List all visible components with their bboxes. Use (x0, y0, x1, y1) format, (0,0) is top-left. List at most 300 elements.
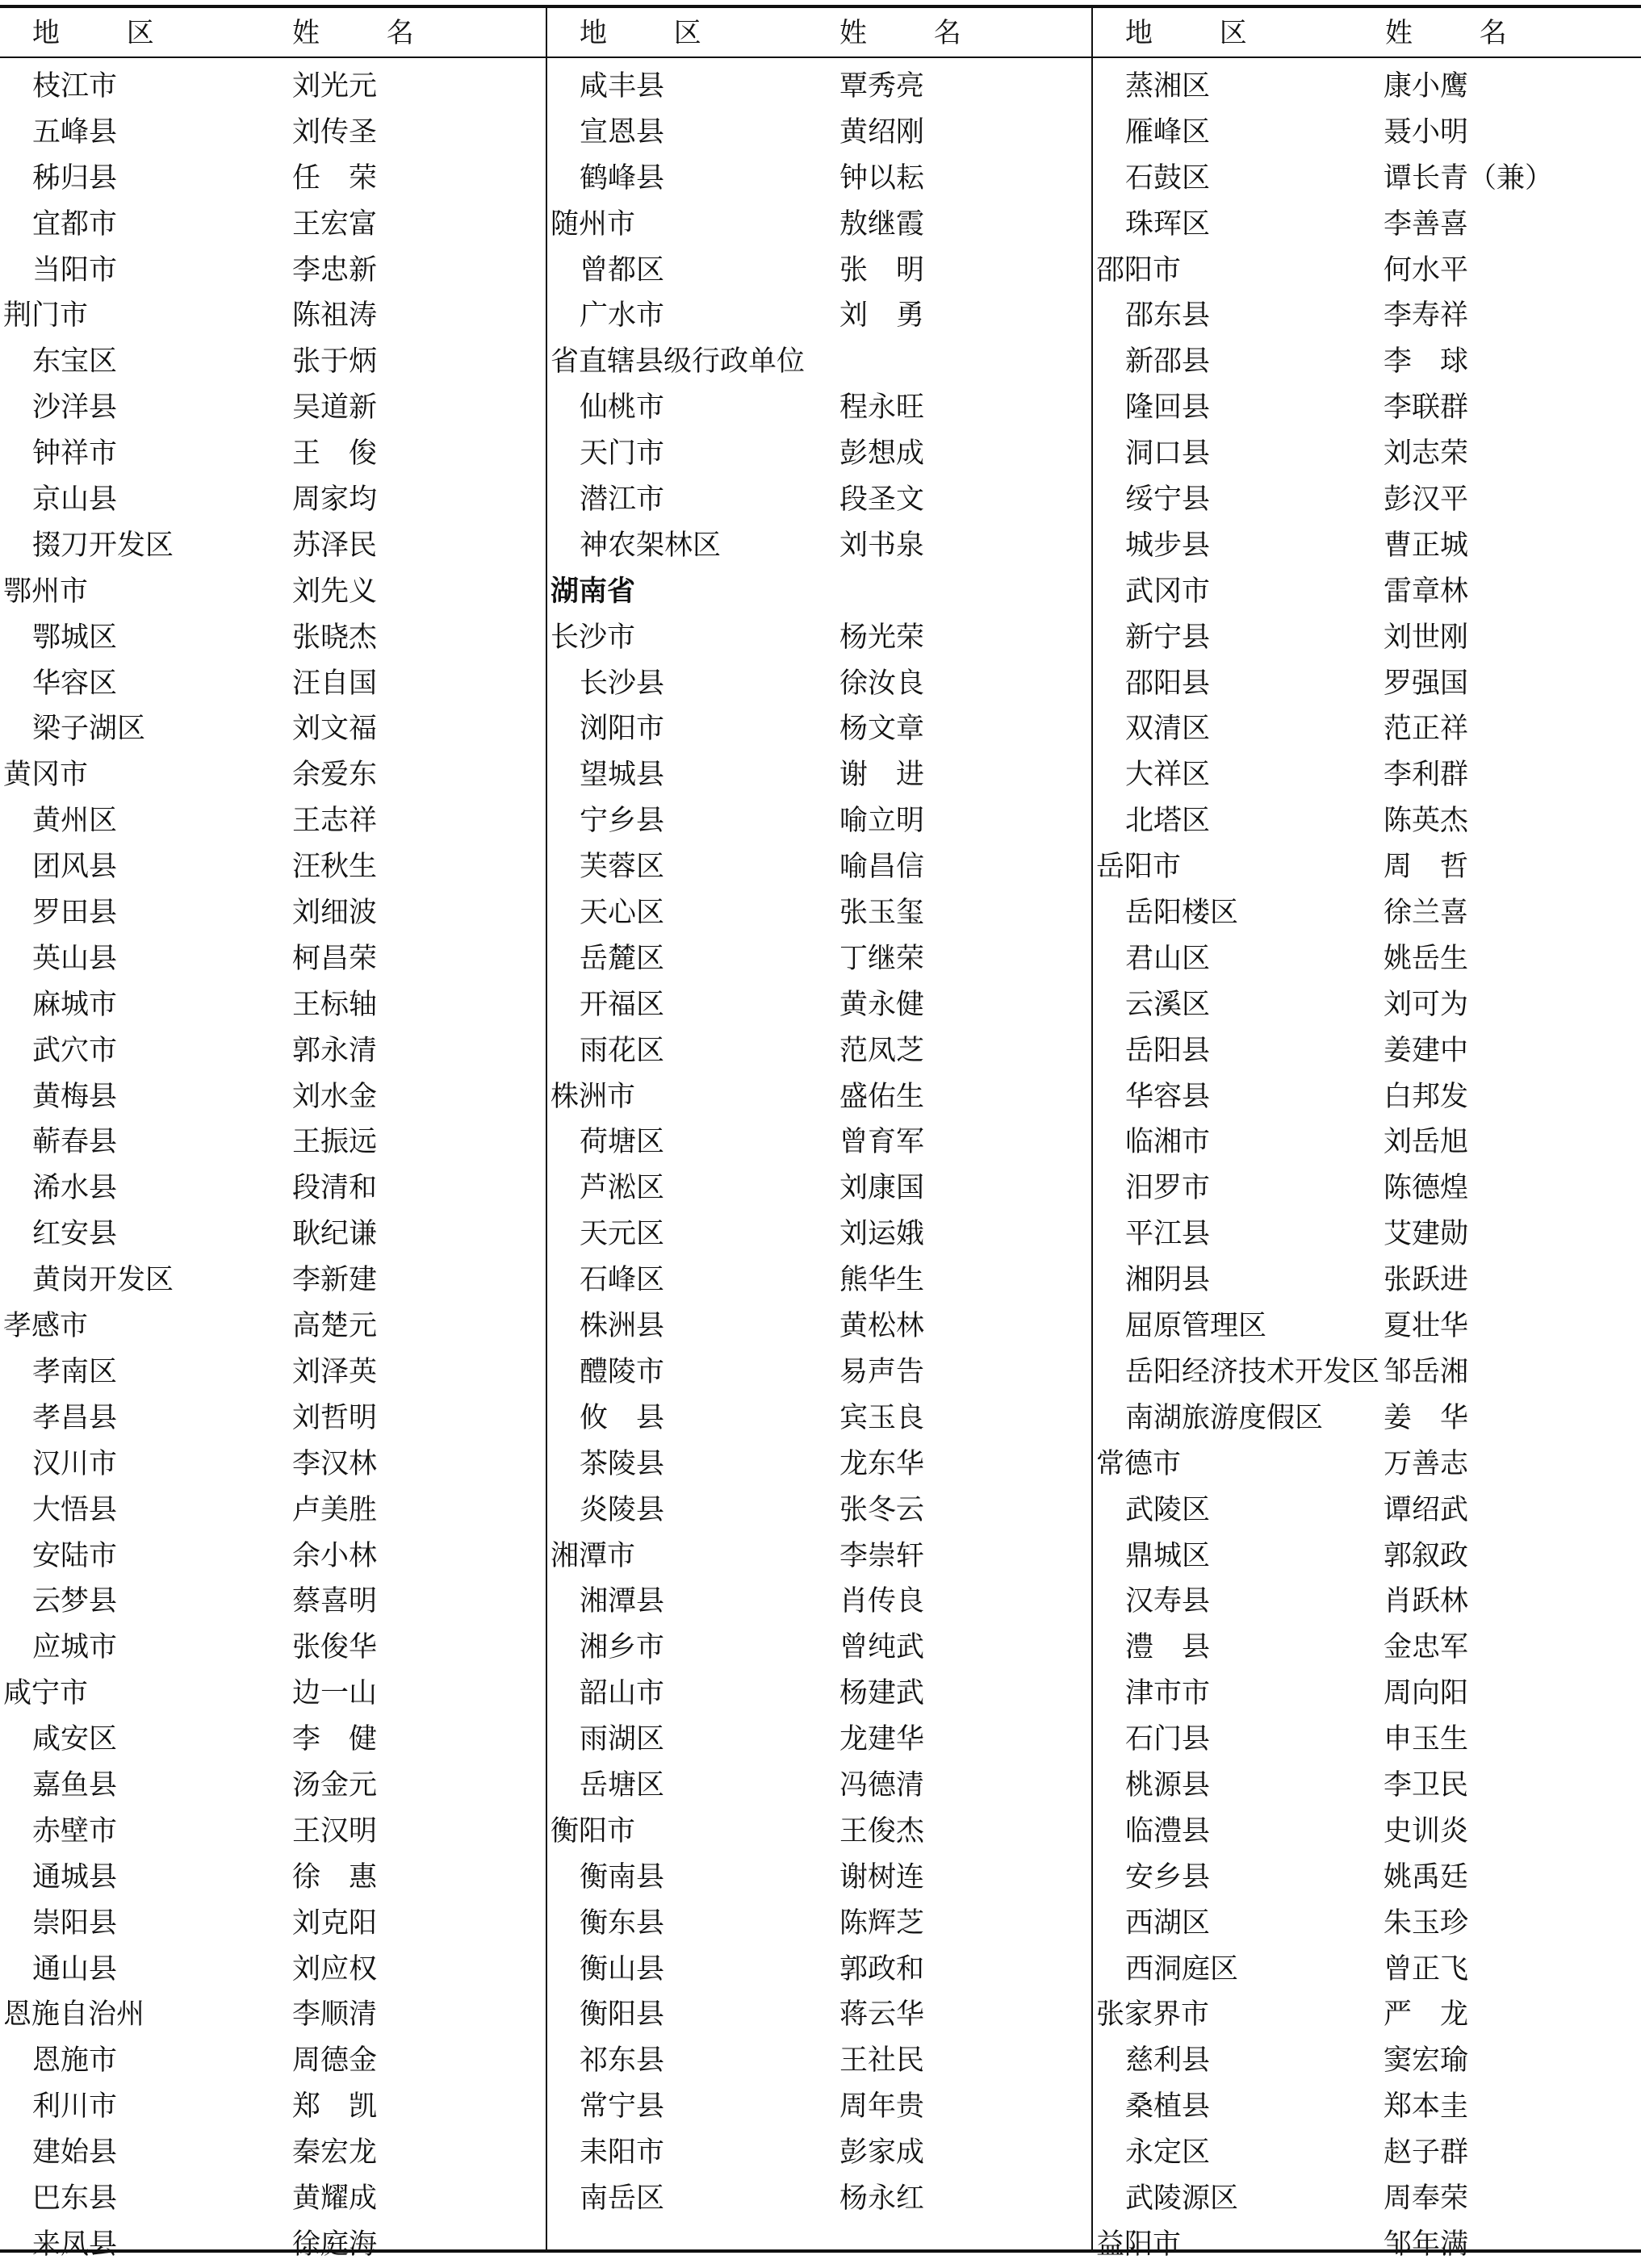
table-row (0, 2222, 546, 2268)
name-cell: 段圣文 (839, 483, 925, 517)
name-cell: 周德金 (292, 2044, 378, 2078)
name-cell: 徐兰喜 (1384, 897, 1469, 930)
region-cell: 雨湖区 (580, 1723, 665, 1756)
region-cell: 岳阳市 (1096, 851, 1182, 884)
name-cell: 盛佑生 (839, 1080, 925, 1113)
name-cell: 姚禹廷 (1384, 1860, 1469, 1893)
name-cell: 苏泽民 (292, 529, 378, 562)
region-cell: 大祥区 (1125, 759, 1211, 792)
table-row (0, 431, 546, 477)
table-row (1093, 1763, 1641, 1809)
table-row (0, 1717, 546, 1763)
table-row (547, 1855, 1091, 1901)
region-cell: 孝昌县 (32, 1401, 118, 1434)
region-cell: 京山县 (32, 483, 118, 517)
name-cell: 王 俊 (292, 437, 378, 471)
header-name: 姓 名 (1385, 17, 1536, 49)
table-row (547, 1350, 1091, 1396)
region-cell: 祁东县 (580, 2044, 665, 2078)
name-cell: 刘可为 (1384, 988, 1469, 1021)
table-row (1093, 1809, 1641, 1855)
table-row (547, 1763, 1091, 1809)
name-cell: 彭想成 (839, 437, 925, 471)
region-cell: 邵阳市 (1096, 253, 1182, 287)
table-row (0, 1579, 546, 1625)
name-cell: 高楚元 (292, 1310, 378, 1343)
table-row (1093, 1488, 1641, 1534)
name-cell: 刘书泉 (839, 529, 925, 562)
table-row (0, 1028, 546, 1074)
name-cell: 黄耀成 (292, 2182, 378, 2215)
region-cell: 汉寿县 (1125, 1585, 1211, 1618)
region-cell: 永定区 (1125, 2136, 1211, 2170)
name-cell: 刘世刚 (1384, 621, 1469, 654)
name-cell: 康小鹰 (1384, 70, 1469, 103)
table-row (547, 1211, 1091, 1257)
region-cell: 应城市 (32, 1631, 118, 1664)
region-cell: 当阳市 (32, 253, 118, 287)
table-row (1093, 339, 1641, 385)
region-cell: 雁峰区 (1125, 115, 1211, 149)
table-row (0, 1901, 546, 1947)
name-cell: 刘泽英 (292, 1355, 378, 1388)
name-cell: 边一山 (292, 1677, 378, 1710)
table-row (1093, 1901, 1641, 1947)
name-cell: 柯昌荣 (292, 942, 378, 975)
name-cell: 史训炎 (1384, 1814, 1469, 1847)
table-row (1093, 156, 1641, 202)
table-row (547, 1165, 1091, 1211)
region-cell: 天心区 (580, 897, 665, 930)
region-cell: 罗田县 (32, 897, 118, 930)
table-column-1 (0, 0, 546, 2261)
table-row (547, 156, 1091, 202)
name-cell: 黄绍刚 (839, 115, 925, 149)
region-cell: 西洞庭区 (1125, 1952, 1239, 1986)
table-row (0, 1625, 546, 1671)
table-column-2 (547, 0, 1091, 2252)
table-row (0, 156, 546, 202)
region-cell: 衡南县 (580, 1860, 665, 1893)
table-row (0, 1119, 546, 1165)
table-row (1093, 1211, 1641, 1257)
table-row (0, 1165, 546, 1211)
name-cell: 郭政和 (839, 1952, 925, 1986)
name-cell: 李寿祥 (1384, 299, 1469, 333)
region-cell: 澧 县 (1125, 1631, 1211, 1664)
name-cell: 汪自国 (292, 667, 378, 700)
table-row (1093, 1074, 1641, 1120)
region-cell: 湘乡市 (580, 1631, 665, 1664)
table-row (0, 890, 546, 936)
region-cell: 华容县 (1125, 1080, 1211, 1113)
region-cell: 黄州区 (32, 805, 118, 838)
name-cell: 雷章林 (1384, 575, 1469, 608)
table-column-3 (1093, 0, 1641, 2261)
name-cell: 邹年满 (1384, 2228, 1469, 2261)
name-cell: 谢树连 (839, 1860, 925, 1893)
region-cell: 临澧县 (1125, 1814, 1211, 1847)
table-row (547, 1534, 1091, 1580)
region-cell: 随州市 (550, 207, 636, 241)
table-row (0, 1763, 546, 1809)
header-region: 地 区 (1125, 17, 1276, 49)
name-cell: 李新建 (292, 1264, 378, 1297)
region-cell: 安乡县 (1125, 1860, 1211, 1893)
name-cell: 周 哲 (1384, 851, 1469, 884)
table-row (547, 982, 1091, 1028)
table-row (1093, 1671, 1641, 1717)
region-cell: 石峰区 (580, 1264, 665, 1297)
name-cell: 陈德煌 (1384, 1172, 1469, 1205)
table-row (0, 2130, 546, 2176)
table-row (1093, 64, 1641, 110)
table-row (0, 2176, 546, 2222)
region-cell: 慈利县 (1125, 2044, 1211, 2078)
region-cell: 麻城市 (32, 988, 118, 1021)
header-name: 姓 名 (839, 17, 990, 49)
row-list (547, 64, 1091, 2222)
table-row (547, 1303, 1091, 1350)
region-cell: 平江县 (1125, 1218, 1211, 1251)
name-cell: 易声告 (839, 1355, 925, 1388)
name-cell: 段清和 (292, 1172, 378, 1205)
region-cell: 城步县 (1125, 529, 1211, 562)
table-row (547, 523, 1091, 569)
table-row (0, 661, 546, 707)
table-row (0, 1671, 546, 1717)
region-cell: 荷塘区 (580, 1126, 665, 1159)
region-cell: 株洲县 (580, 1310, 665, 1343)
region-cell: 君山区 (1125, 942, 1211, 975)
name-cell: 张跃进 (1384, 1264, 1469, 1297)
name-cell: 刘光元 (292, 70, 378, 103)
region-cell: 湘潭市 (550, 1539, 636, 1572)
table-row (547, 1625, 1091, 1671)
name-cell: 夏壮华 (1384, 1310, 1469, 1343)
name-cell: 周向阳 (1384, 1677, 1469, 1710)
name-cell: 熊华生 (839, 1264, 925, 1297)
region-cell: 鹤峰县 (580, 161, 665, 195)
region-cell: 崇阳县 (32, 1906, 118, 1940)
region-cell: 浠水县 (32, 1172, 118, 1205)
region-cell: 五峰县 (32, 115, 118, 149)
name-cell: 周奉荣 (1384, 2182, 1469, 2215)
table-row (547, 1396, 1091, 1442)
name-cell: 陈祖涛 (292, 299, 378, 333)
table-row (0, 706, 546, 752)
table-row (0, 523, 546, 569)
table-row (547, 64, 1091, 110)
region-cell: 利川市 (32, 2090, 118, 2124)
table-row (547, 936, 1091, 982)
name-cell: 彭家成 (839, 2136, 925, 2170)
name-cell: 杨光荣 (839, 621, 925, 654)
region-cell: 鼎城区 (1125, 1539, 1211, 1572)
table-row (0, 477, 546, 523)
table-row (1093, 2176, 1641, 2222)
region-cell: 韶山市 (580, 1677, 665, 1710)
name-cell: 汤金元 (292, 1768, 378, 1801)
table-row (547, 293, 1091, 339)
region-cell: 黄梅县 (32, 1080, 118, 1113)
table-row (0, 1488, 546, 1534)
name-cell: 严 龙 (1384, 1998, 1469, 2032)
region-cell: 南岳区 (580, 2182, 665, 2215)
table-row (547, 1074, 1091, 1120)
table-row (0, 1809, 546, 1855)
table-row (0, 1350, 546, 1396)
table-row (1093, 1579, 1641, 1625)
table-row (0, 293, 546, 339)
name-cell: 李 健 (292, 1723, 378, 1756)
name-cell: 李卫民 (1384, 1768, 1469, 1801)
table-row (1093, 248, 1641, 294)
name-cell: 蔡喜明 (292, 1585, 378, 1618)
name-cell: 刘细波 (292, 897, 378, 930)
table-row (1093, 2222, 1641, 2268)
name-cell: 余爱东 (292, 759, 378, 792)
region-cell: 屈原管理区 (1125, 1310, 1267, 1343)
name-cell: 万善志 (1384, 1447, 1469, 1480)
region-cell: 岳塘区 (580, 1768, 665, 1801)
region-cell: 双清区 (1125, 713, 1211, 746)
row-list (1093, 64, 1641, 2268)
name-cell: 任 荣 (292, 161, 378, 195)
name-cell: 秦宏龙 (292, 2136, 378, 2170)
region-cell: 华容区 (32, 667, 118, 700)
region-cell: 赤壁市 (32, 1814, 118, 1847)
region-cell: 开福区 (580, 988, 665, 1021)
table-row (1093, 2130, 1641, 2176)
table-row (1093, 844, 1641, 890)
table-row (0, 1211, 546, 1257)
region-cell: 桃源县 (1125, 1768, 1211, 1801)
name-cell: 赵子群 (1384, 2136, 1469, 2170)
region-cell: 望城县 (580, 759, 665, 792)
table-row (1093, 1257, 1641, 1303)
name-cell: 冯德清 (839, 1768, 925, 1801)
name-cell: 肖跃林 (1384, 1585, 1469, 1618)
province-name: 湖南省 (550, 574, 636, 608)
region-cell: 恩施自治州 (3, 1998, 145, 2032)
name-cell: 余小林 (292, 1539, 378, 1572)
table-row (1093, 798, 1641, 844)
region-cell: 蕲春县 (32, 1126, 118, 1159)
region-cell: 茶陵县 (580, 1447, 665, 1480)
region-cell: 宜都市 (32, 207, 118, 241)
name-cell: 徐汝良 (839, 667, 925, 700)
region-cell: 广水市 (580, 299, 665, 333)
region-cell: 浏阳市 (580, 713, 665, 746)
name-cell: 李忠新 (292, 253, 378, 287)
region-cell: 掇刀开发区 (32, 529, 174, 562)
name-cell: 刘 勇 (839, 299, 925, 333)
name-cell: 刘岳旭 (1384, 1126, 1469, 1159)
name-cell: 刘水金 (292, 1080, 378, 1113)
name-cell: 杨文章 (839, 713, 925, 746)
region-cell: 新宁县 (1125, 621, 1211, 654)
region-cell: 梁子湖区 (32, 713, 146, 746)
table-row (547, 2176, 1091, 2222)
name-cell: 覃秀亮 (839, 70, 925, 103)
table-row (547, 2084, 1091, 2130)
region-cell: 来凤县 (32, 2228, 118, 2261)
table-row (0, 615, 546, 661)
region-cell: 咸安区 (32, 1723, 118, 1756)
region-cell: 石门县 (1125, 1723, 1211, 1756)
name-cell: 王志祥 (292, 805, 378, 838)
name-cell: 刘文福 (292, 713, 378, 746)
region-cell: 湘潭县 (580, 1585, 665, 1618)
region-cell: 炎陵县 (580, 1493, 665, 1526)
table-row (1093, 1119, 1641, 1165)
region-cell: 常宁县 (580, 2090, 665, 2124)
table-row (547, 1671, 1091, 1717)
table-row (0, 752, 546, 798)
table-row (547, 1028, 1091, 1074)
table-row (547, 1947, 1091, 1993)
name-cell: 范正祥 (1384, 713, 1469, 746)
table-row (1093, 523, 1641, 569)
table-row (547, 202, 1091, 248)
name-cell: 曾纯武 (839, 1631, 925, 1664)
table-row (547, 1809, 1091, 1855)
name-cell: 龙建华 (839, 1723, 925, 1756)
table-row (0, 1396, 546, 1442)
region-cell: 仙桃市 (580, 391, 665, 425)
table-row (1093, 1992, 1641, 2038)
region-cell: 衡阳县 (580, 1998, 665, 2032)
table-row (0, 982, 546, 1028)
name-cell: 谭长青（兼） (1384, 161, 1554, 195)
name-cell: 黄松林 (839, 1310, 925, 1343)
name-cell: 刘运娥 (839, 1218, 925, 1251)
region-cell: 汉川市 (32, 1447, 118, 1480)
region-cell: 黄岗开发区 (32, 1264, 174, 1297)
region-cell: 岳阳楼区 (1125, 897, 1239, 930)
region-cell: 团风县 (32, 851, 118, 884)
region-cell: 云梦县 (32, 1585, 118, 1618)
name-cell: 刘哲明 (292, 1401, 378, 1434)
region-cell: 通山县 (32, 1952, 118, 1986)
region-cell: 芦淞区 (580, 1172, 665, 1205)
table-row (547, 706, 1091, 752)
table-row (0, 1992, 546, 2038)
name-cell: 周年贵 (839, 2090, 925, 2124)
name-cell: 卢美胜 (292, 1493, 378, 1526)
region-cell: 雨花区 (580, 1034, 665, 1067)
region-cell: 荆门市 (3, 299, 89, 333)
table-row (1093, 1396, 1641, 1442)
region-cell: 鄂城区 (32, 621, 118, 654)
region-cell: 通城县 (32, 1860, 118, 1893)
name-cell: 徐庭海 (292, 2228, 378, 2261)
name-cell: 刘应权 (292, 1952, 378, 1986)
region-cell: 云溪区 (1125, 988, 1211, 1021)
name-cell: 王社民 (839, 2044, 925, 2078)
name-cell: 张冬云 (839, 1493, 925, 1526)
name-cell: 耿纪谦 (292, 1218, 378, 1251)
region-cell: 巴东县 (32, 2182, 118, 2215)
table-row (1093, 1625, 1641, 1671)
name-cell: 喻立明 (839, 805, 925, 838)
name-cell: 郭永清 (292, 1034, 378, 1067)
name-cell: 刘志荣 (1384, 437, 1469, 471)
region-cell: 珠珲区 (1125, 207, 1211, 241)
table-row (547, 385, 1091, 431)
name-cell: 姜 华 (1384, 1401, 1469, 1434)
name-cell: 谭绍武 (1384, 1493, 1469, 1526)
table-row (1093, 1534, 1641, 1580)
region-cell: 湘阴县 (1125, 1264, 1211, 1297)
region-cell: 天门市 (580, 437, 665, 471)
name-cell: 罗强国 (1384, 667, 1469, 700)
region-cell: 洞口县 (1125, 437, 1211, 471)
table-row (0, 64, 546, 110)
table-row (547, 110, 1091, 156)
name-cell: 刘康国 (839, 1172, 925, 1205)
region-cell: 岳麓区 (580, 942, 665, 975)
name-cell: 刘传圣 (292, 115, 378, 149)
region-cell: 岳阳县 (1125, 1034, 1211, 1067)
table-row (547, 2038, 1091, 2084)
header-name: 姓 名 (292, 17, 443, 49)
name-cell: 喻昌信 (839, 851, 925, 884)
region-cell: 红安县 (32, 1218, 118, 1251)
table-row (0, 202, 546, 248)
table-row (0, 339, 546, 385)
region-cell: 绥宁县 (1125, 483, 1211, 517)
table-row (1093, 2084, 1641, 2130)
name-cell: 刘克阳 (292, 1906, 378, 1940)
name-cell: 吴道新 (292, 391, 378, 425)
table-row (547, 844, 1091, 890)
name-cell: 王俊杰 (839, 1814, 925, 1847)
region-cell: 秭归县 (32, 161, 118, 195)
region-cell: 武冈市 (1125, 575, 1211, 608)
name-cell: 敖继霞 (839, 207, 925, 241)
table-row (1093, 1028, 1641, 1074)
region-cell: 醴陵市 (580, 1355, 665, 1388)
table-row (547, 1901, 1091, 1947)
region-cell: 耒阳市 (580, 2136, 665, 2170)
table-row (547, 890, 1091, 936)
name-cell: 张玉玺 (839, 897, 925, 930)
name-cell: 肖传良 (839, 1585, 925, 1618)
table-row (547, 661, 1091, 707)
region-cell: 衡东县 (580, 1906, 665, 1940)
table-row (1093, 202, 1641, 248)
table-row (1093, 982, 1641, 1028)
name-cell: 张于炳 (292, 345, 378, 379)
name-cell: 范凤芝 (839, 1034, 925, 1067)
name-cell: 龙东华 (839, 1447, 925, 1480)
name-cell: 金忠军 (1384, 1631, 1469, 1664)
region-cell: 武陵区 (1125, 1493, 1211, 1526)
table-row (0, 1257, 546, 1303)
table-row (0, 1947, 546, 1993)
name-cell: 王振远 (292, 1126, 378, 1159)
region-cell: 岳阳经济技术开发区 (1125, 1355, 1380, 1388)
table-row (1093, 293, 1641, 339)
region-cell: 鄂州市 (3, 575, 89, 608)
name-cell: 李 球 (1384, 345, 1469, 379)
table-row (1093, 1303, 1641, 1350)
name-cell: 汪秋生 (292, 851, 378, 884)
name-cell: 申玉生 (1384, 1723, 1469, 1756)
name-cell: 杨建武 (839, 1677, 925, 1710)
